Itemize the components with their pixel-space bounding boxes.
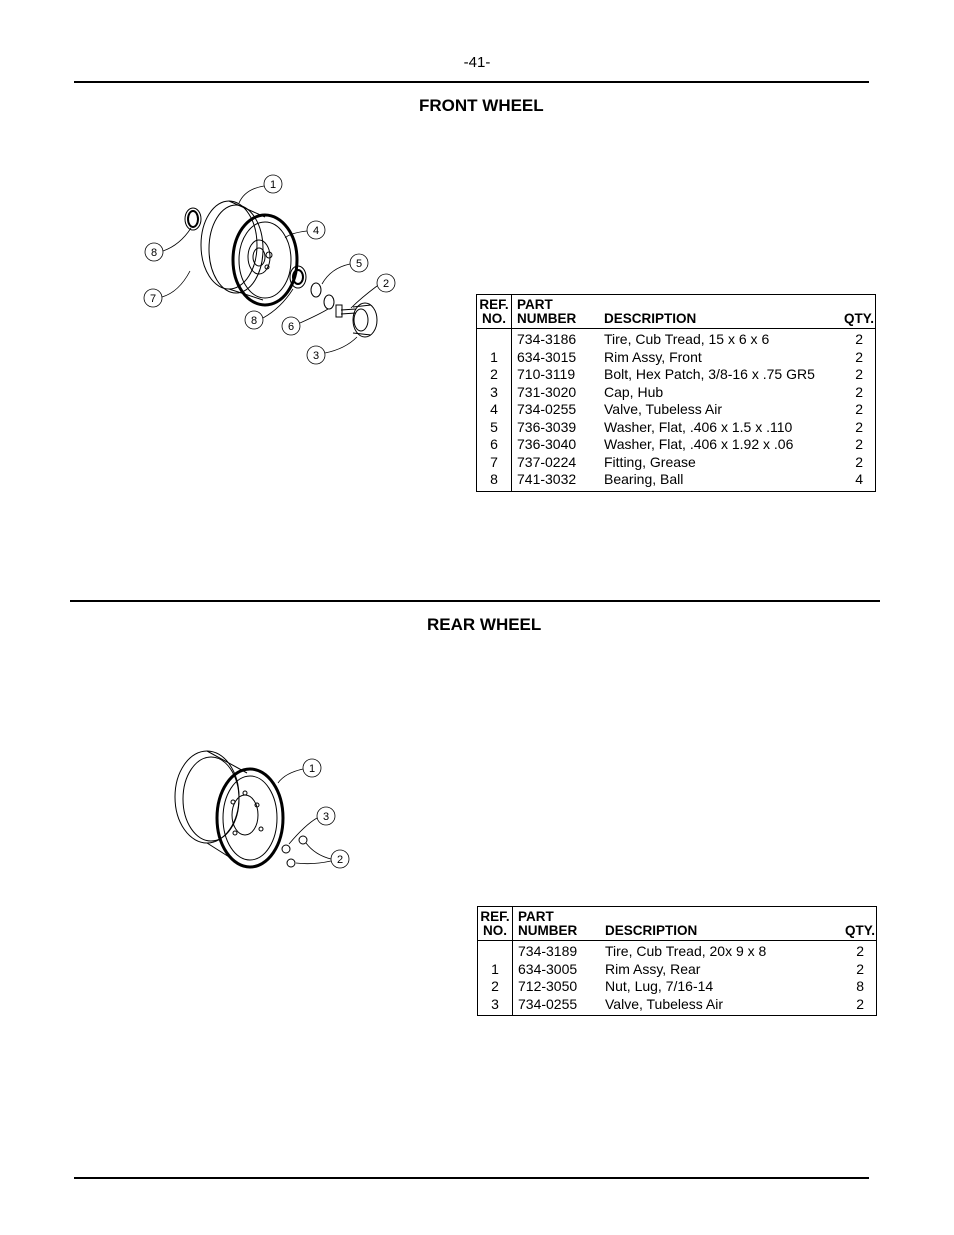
front-wheel-title: FRONT WHEEL xyxy=(419,96,544,115)
part-number-cell: 741-3032 xyxy=(517,471,577,487)
top-divider xyxy=(74,81,869,83)
front-table-rows xyxy=(477,330,875,488)
table-row xyxy=(477,330,875,348)
part-number-cell: 736-3039 xyxy=(517,418,577,435)
ref-cell: 2 xyxy=(490,366,498,382)
table-row xyxy=(478,977,876,995)
part-number-cell: 712-3050 xyxy=(518,978,578,994)
table-row xyxy=(477,383,875,401)
description-cell: Fitting, Grease xyxy=(604,453,696,470)
front-wheel-diagram xyxy=(135,165,405,380)
description-cell: Washer, Flat, .406 x 1.92 x .06 xyxy=(604,436,794,452)
callout-label: 8 xyxy=(250,315,258,327)
qty-cell: 8 xyxy=(856,978,864,994)
qty-cell: 2 xyxy=(855,383,863,400)
description-cell: Valve, Tubeless Air xyxy=(604,401,723,417)
front-wheel-parts-table xyxy=(476,294,876,492)
table-row xyxy=(477,365,875,383)
table-row xyxy=(478,995,876,1013)
part-number-cell: 737-0224 xyxy=(517,453,577,470)
header-description: DESCRIPTION xyxy=(604,311,697,326)
ref-cell: 4 xyxy=(490,401,498,417)
ref-cell: 3 xyxy=(491,995,499,1012)
part-number-cell: 734-3189 xyxy=(518,943,578,959)
description-cell: Tire, Cub Tread, 20x 9 x 8 xyxy=(605,943,767,959)
qty-cell: 2 xyxy=(855,418,863,435)
description-cell: Nut, Lug, 7/16-14 xyxy=(605,978,714,994)
ref-cell: 5 xyxy=(490,418,498,435)
callout-label: 8 xyxy=(150,247,158,259)
rear-wheel-diagram xyxy=(165,745,365,880)
table-row xyxy=(477,400,875,418)
part-number-cell: 734-3186 xyxy=(517,331,577,347)
part-number-cell: 710-3119 xyxy=(517,366,576,382)
callout-label: 1 xyxy=(308,763,316,775)
table-row xyxy=(478,960,876,978)
part-number-cell: 634-3005 xyxy=(518,960,578,977)
qty-cell: 2 xyxy=(856,943,864,959)
description-cell: Rim Assy, Front xyxy=(604,348,702,365)
ref-cell: 1 xyxy=(491,960,499,977)
ref-cell: 1 xyxy=(490,348,498,365)
ref-cell: 3 xyxy=(490,383,498,400)
qty-cell: 2 xyxy=(856,995,864,1012)
ref-cell: 8 xyxy=(490,471,498,487)
description-cell: Tire, Cub Tread, 15 x 6 x 6 xyxy=(604,331,770,347)
part-number-cell: 731-3020 xyxy=(517,383,577,400)
description-cell: Bolt, Hex Patch, 3/8-16 x .75 GR5 xyxy=(604,366,815,382)
qty-cell: 2 xyxy=(855,331,863,347)
callout-label: 3 xyxy=(322,811,330,823)
callout-label: 2 xyxy=(382,278,390,290)
callout-label: 1 xyxy=(269,179,277,191)
table-row xyxy=(477,470,875,488)
page-number: -41- xyxy=(463,54,491,71)
callout-label: 6 xyxy=(287,321,295,333)
bottom-divider xyxy=(74,1177,869,1179)
description-cell: Valve, Tubeless Air xyxy=(605,995,724,1012)
callout-label: 3 xyxy=(312,350,320,362)
ref-cell: 7 xyxy=(490,453,498,470)
header-part-number: PART NUMBER xyxy=(518,909,578,938)
qty-cell: 2 xyxy=(855,348,863,365)
table-row xyxy=(477,435,875,453)
description-cell: Washer, Flat, .406 x 1.5 x .110 xyxy=(604,418,793,435)
ref-cell: 2 xyxy=(491,978,499,994)
part-number-cell: 734-0255 xyxy=(517,401,577,417)
part-number-cell: 634-3015 xyxy=(517,348,577,365)
table-row xyxy=(477,453,875,471)
qty-cell: 2 xyxy=(855,453,863,470)
description-cell: Rim Assy, Rear xyxy=(605,960,701,977)
part-number-cell: 734-0255 xyxy=(518,995,578,1012)
header-ref: REF. NO. xyxy=(480,909,510,938)
rear-table-rows xyxy=(478,942,876,1012)
callout-label: 5 xyxy=(355,258,363,270)
table-row xyxy=(477,418,875,436)
header-qty: QTY. xyxy=(844,923,875,938)
rear-wheel-title: REAR WHEEL xyxy=(427,615,542,634)
part-number-cell: 736-3040 xyxy=(517,436,577,452)
ref-cell: 6 xyxy=(490,436,498,452)
qty-cell: 2 xyxy=(855,436,863,452)
header-description: DESCRIPTION xyxy=(605,923,698,938)
section-divider xyxy=(70,600,880,602)
table-row xyxy=(478,942,876,960)
table-row xyxy=(477,348,875,366)
callout-label: 7 xyxy=(149,293,157,305)
description-cell: Cap, Hub xyxy=(604,383,664,400)
qty-cell: 4 xyxy=(855,471,863,487)
callout-label: 4 xyxy=(312,225,320,237)
callout-label: 2 xyxy=(336,854,344,866)
qty-cell: 2 xyxy=(855,401,863,417)
header-part-number: PART NUMBER xyxy=(517,297,577,326)
qty-cell: 2 xyxy=(856,960,864,977)
qty-cell: 2 xyxy=(855,366,863,382)
header-ref: REF. NO. xyxy=(479,297,509,326)
rear-wheel-parts-table xyxy=(477,906,877,1016)
header-qty: QTY. xyxy=(843,311,874,326)
description-cell: Bearing, Ball xyxy=(604,471,684,487)
